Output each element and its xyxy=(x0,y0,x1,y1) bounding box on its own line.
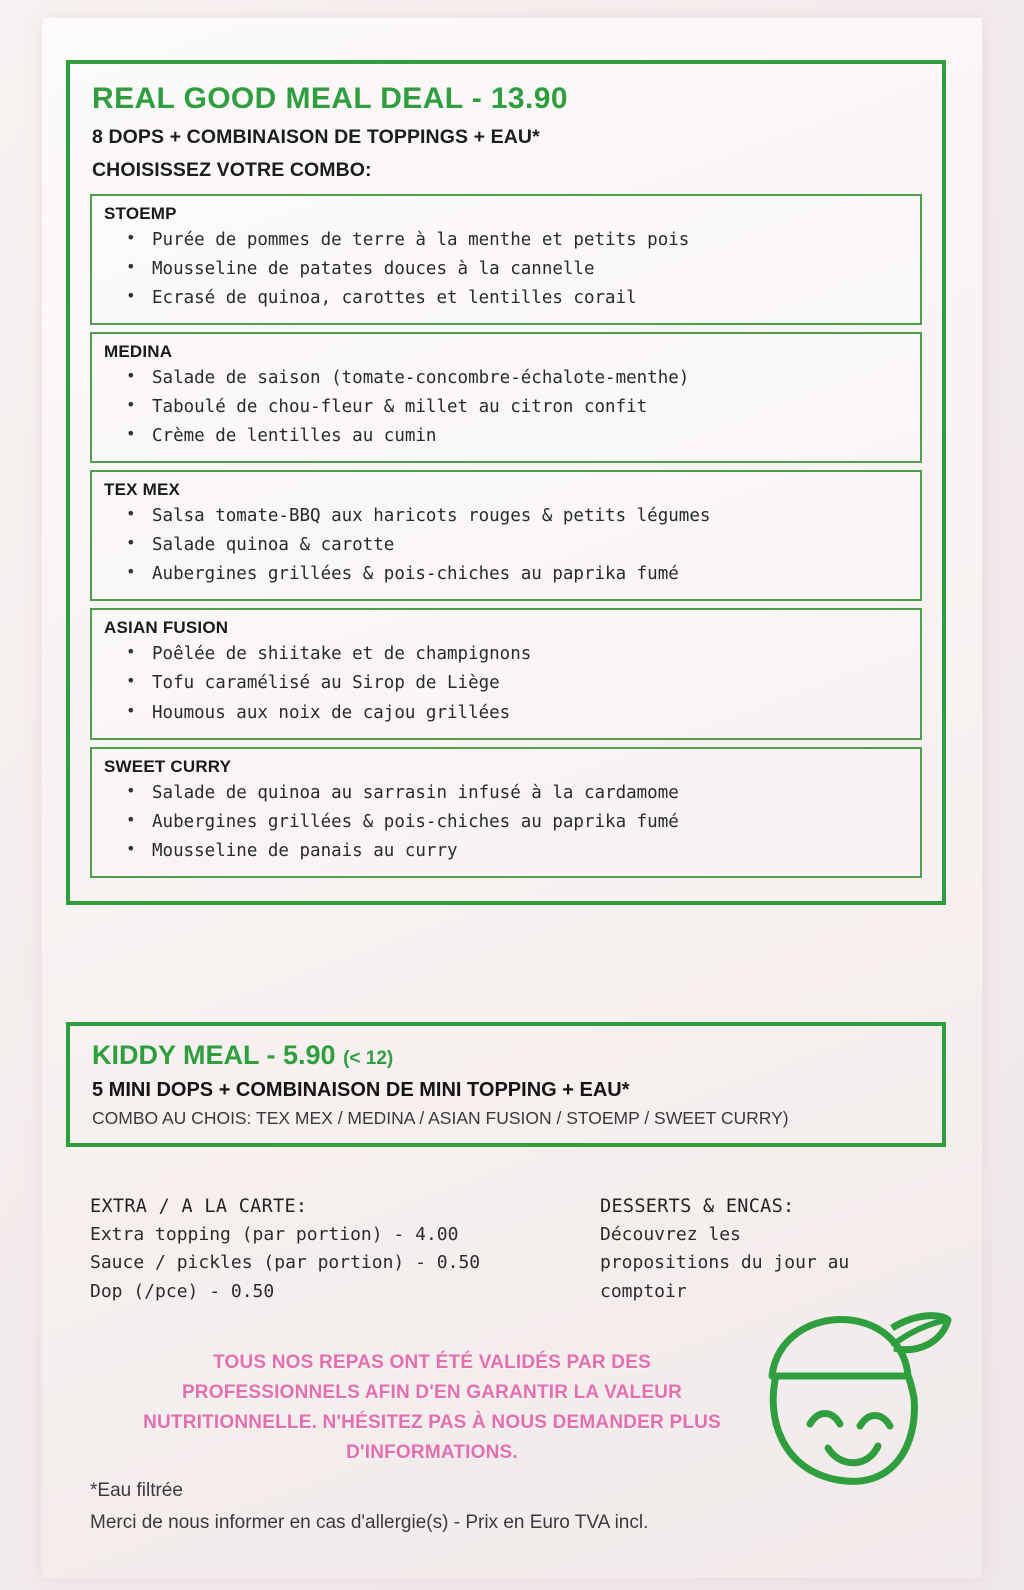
list-item: • Mousseline de patates douces à la cannelle xyxy=(152,255,910,284)
combo-item-list xyxy=(104,640,910,727)
list-item: • Salade de quinoa au sarrasin infusé à la cardamome xyxy=(152,779,910,808)
list-item: • Taboulé de chou-fleur & millet au citron confit xyxy=(152,393,910,422)
list-item: • Ecrasé de quinoa, carottes et lentilles corail xyxy=(152,284,910,313)
deal-choose-label: CHOISISSEZ VOTRE COMBO: xyxy=(92,159,372,181)
combo-item-list xyxy=(104,226,910,313)
list-item: • Aubergines grillées & pois-chiches au paprika fumé xyxy=(152,808,910,837)
kiddy-meal-section xyxy=(66,1022,946,1147)
desserts-heading: DESSERTS & ENCAS: xyxy=(600,1196,795,1217)
list-item: • Poêlée de shiitake et de champignons xyxy=(152,640,910,669)
desserts-column xyxy=(600,1196,940,1306)
extra-line: Sauce / pickles (par portion) - 0.50 xyxy=(90,1252,481,1274)
kiddy-combo-line: COMBO AU CHOIS: TEX MEX / MEDINA / ASIAN FUSION / STOEMP / SWEET CURRY) xyxy=(92,1108,789,1128)
extras-section xyxy=(90,1196,950,1306)
list-item: • Salsa tomate-BBQ aux haricots rouges & petits légumes xyxy=(152,502,910,531)
menu-sheet xyxy=(42,18,982,1578)
list-item: • Mousseline de panais au curry xyxy=(152,837,910,866)
extra-line: Dop (/pce) - 0.50 xyxy=(90,1280,275,1302)
list-item: • Salade quinoa & carotte xyxy=(152,531,910,560)
kiddy-age-limit: (< 12) xyxy=(343,1048,394,1069)
kiddy-title: KIDDY MEAL - 5.90 xyxy=(92,1040,336,1070)
kiddy-title-row xyxy=(92,1040,922,1071)
combo-name: MEDINA xyxy=(104,342,173,362)
combo-stoemp xyxy=(90,194,922,325)
combo-item-list xyxy=(104,502,910,589)
combo-name: STOEMP xyxy=(104,204,177,223)
list-item: • Crème de lentilles au cumin xyxy=(152,422,910,451)
list-item: • Aubergines grillées & pois-chiches au paprika fumé xyxy=(152,560,910,589)
combo-asian-fusion xyxy=(90,608,922,739)
extra-column xyxy=(90,1196,600,1306)
extra-heading: EXTRA / A LA CARTE: xyxy=(90,1196,308,1217)
combo-sweet-curry xyxy=(90,747,922,878)
combo-item-list xyxy=(104,779,910,866)
combo-item-list xyxy=(104,364,910,451)
list-item: • Tofu caramélisé au Sirop de Liège xyxy=(152,669,910,698)
water-note: *Eau filtrée xyxy=(90,1480,183,1501)
desserts-line: propositions du jour au xyxy=(600,1252,850,1274)
combo-tex-mex xyxy=(90,470,922,601)
extra-line: Extra topping (par portion) - 4.00 xyxy=(90,1224,459,1245)
nutrition-notice: TOUS NOS REPAS ONT ÉTÉ VALIDÉS PAR DES PROFESSIONNELS AFIN D'EN GARANTIR LA VALEUR NUTRITIONNELLE. N'HÉSITEZ PAS À NOUS DEMANDER PLUS D'INFORMATIONS. xyxy=(143,1352,721,1464)
kiddy-subtitle: 5 MINI DOPS + COMBINAISON DE MINI TOPPING + EAU* xyxy=(92,1079,630,1101)
combo-name: ASIAN FUSION xyxy=(104,618,229,638)
deal-title: REAL GOOD MEAL DEAL - 13.90 xyxy=(92,82,568,115)
list-item: • Houmous aux noix de cajou grillées xyxy=(152,699,910,728)
footer-section xyxy=(90,1480,950,1534)
combo-medina xyxy=(90,332,922,463)
list-item: • Salade de saison (tomate-concombre-échalote-menthe) xyxy=(152,364,910,393)
real-good-meal-deal-section xyxy=(66,60,946,905)
combo-name: SWEET CURRY xyxy=(104,756,232,776)
list-item: • Purée de pommes de terre à la menthe et petits pois xyxy=(152,226,910,255)
allergy-note: Merci de nous informer en cas d'allergie(s) - Prix en Euro TVA incl. xyxy=(90,1512,649,1533)
deal-subtitle: 8 DOPS + COMBINAISON DE TOPPINGS + EAU* xyxy=(92,126,540,148)
desserts-line: comptoir xyxy=(600,1280,687,1302)
combo-name: TEX MEX xyxy=(104,480,181,500)
desserts-line: Découvrez les xyxy=(600,1224,741,1245)
